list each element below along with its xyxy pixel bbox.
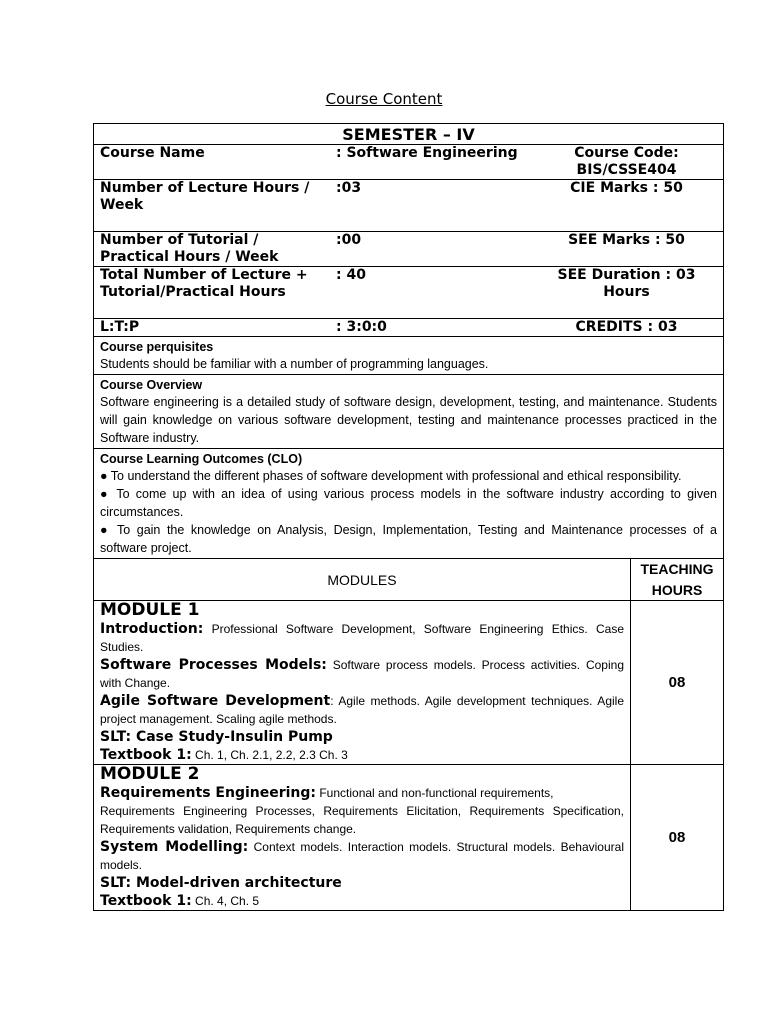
module-hours: 08 [668,829,686,846]
module-line-key: Agile Software Development [100,693,331,709]
overview-text: Software engineering is a detailed study of software design, development, testing, and maintenance. Students will gain knowledge on various software development, testing and maintenance processes practiced in the Software industry. [100,395,717,445]
prerequisites-heading: Course perquisites [100,340,214,354]
module-line [100,784,624,802]
module-line [100,874,624,892]
table-row [94,231,723,266]
module-line-key: Introduction: [100,621,204,637]
row-label: Number of Lecture Hours / Week [100,180,310,213]
page-title: Course Content [325,90,443,108]
module-line [100,802,624,838]
clo-item: ● To come up with an idea of using various process models in the software industry according to given circumstances. [100,487,717,519]
module-line-key: Requirements Engineering: [100,785,317,801]
modules-header [94,558,723,600]
table-row [94,266,723,318]
row-value: : 40 [336,267,366,283]
module-line-key: System Modelling: [100,839,249,855]
semester-heading: SEMESTER – IV [342,125,475,144]
row-value: : Software Engineering [336,145,518,161]
module-line-text: Requirements Engineering Processes, Requirements Elicitation, Requirements Specification, Requirements validation, Requirements change. [100,804,624,836]
clo-heading: Course Learning Outcomes (CLO) [100,452,303,466]
module-line [100,656,624,692]
module-title: MODULE 2 [100,764,200,784]
teaching-hours-heading: TEACHING HOURS [640,561,714,598]
course-table [93,123,724,911]
row-value: :03 [336,180,362,196]
module-row [94,764,723,910]
module-line-text: Functional and non-functional requirements, [316,786,554,800]
row-label: Course Name [100,145,205,161]
module-hours: 08 [668,674,686,691]
module-line-text: Context models. Interaction models. Structural models. Behavioural models. [100,840,624,872]
overview-heading: Course Overview [100,378,203,392]
row-label: Number of Tutorial / Practical Hours / Week [100,232,279,265]
module-line-key: Textbook 1: [100,747,192,763]
module-line [100,728,624,746]
semester-row [94,124,723,144]
row-right: CREDITS : 03 [575,319,678,335]
row-label: Total Number of Lecture + Tutorial/Practical Hours [100,267,308,300]
row-value: : 3:0:0 [336,319,387,335]
row-value: :00 [336,232,362,248]
prerequisites-text: Students should be familiar with a number of programming languages. [100,357,489,371]
module-line-text: : Agile methods. Agile development techniques. Agile project management. Scaling agile methods. [100,694,624,726]
module-line [100,692,624,728]
table-row [94,144,723,179]
module-line-text: Ch. 4, Ch. 5 [191,894,260,908]
module-line-text: Ch. 1, Ch. 2.1, 2.2, 2.3 Ch. 3 [191,748,348,762]
clo-item: ● To understand the different phases of software development with professional and ethical responsibility. [100,469,682,483]
module-row [94,600,723,764]
row-right: SEE Duration : 03 Hours [557,267,696,300]
modules-heading: MODULES [94,559,631,600]
table-row [94,179,723,231]
clo-section [94,448,723,558]
row-label: L:T:P [100,319,140,335]
module-line [100,892,624,910]
module-line [100,746,624,764]
module-title: MODULE 1 [100,600,200,620]
module-line-key: Textbook 1: [100,893,192,909]
overview-section [94,374,723,448]
module-line [100,838,624,874]
module-line [100,620,624,656]
clo-item: ● To gain the knowledge on Analysis, Design, Implementation, Testing and Maintenance processes of a software project. [100,523,717,555]
module-line-key: SLT: Model-driven architecture [100,875,342,891]
row-right: CIE Marks : 50 [570,180,683,196]
row-right: SEE Marks : 50 [568,232,685,248]
module-line-key: SLT: Case Study-Insulin Pump [100,729,333,745]
module-line-text: Professional Software Development, Software Engineering Ethics. Case Studies. [100,622,624,654]
table-row [94,318,723,336]
module-line-key: Software Processes Models: [100,657,327,673]
module-line-text: Software process models. Process activities. Coping with Change. [100,658,624,690]
prerequisites-section [94,336,723,374]
row-right: Course Code: BIS/CSSE404 [574,145,679,178]
